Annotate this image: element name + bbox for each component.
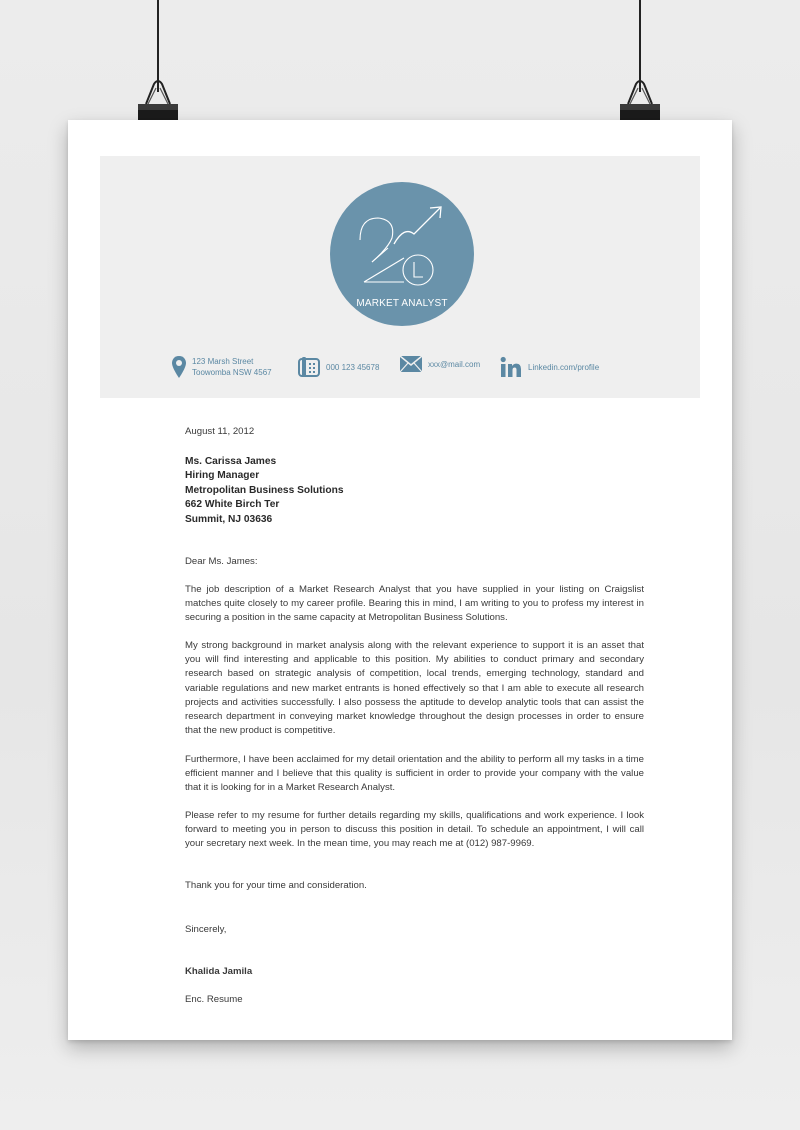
logo-badge (330, 182, 474, 326)
contact-phone (298, 356, 379, 378)
phone-icon (298, 356, 320, 378)
linkedin-icon (500, 356, 522, 378)
contact-email (400, 356, 480, 372)
paragraph-2: My strong background in market analysis along with the relevant experience to support it is an asset that you will find interesting and applicable to this position. My abilities to conduct primary and secondary research based on strategic analysis of competition, local trends, emerging technology, standard and variable regulations and new market entrants is honed effectively so that I am able to execute all research projects and activities successfully. I also possess the aptitude to develop analytic tools that can assist the research department in conveying market knowledge throughout the design processes in order to ensure that the new product is competitive. (185, 640, 644, 737)
contact-address (172, 356, 272, 378)
signature-name: Khalida Jamila (185, 966, 253, 977)
paragraph-1: The job description of a Market Research Analyst that you have supplied in your listing on Craigslist matches quite closely to my career profile. Bearing this in mind, I am writing to you to profess my interest in securing a position in the same capacity at Metropolitan Business Solutions. (185, 584, 644, 624)
salutation: Dear Ms. James: (185, 556, 258, 567)
email-address: xxx@mail.com (428, 359, 481, 369)
thanks-line: Thank you for your time and consideration. (185, 880, 367, 891)
closing: Sincerely, (185, 924, 227, 935)
letter-date: August 11, 2012 (185, 426, 255, 437)
address-line-2: Toowomba NSW 4567 (192, 368, 272, 377)
letterhead (100, 156, 700, 398)
recipient-line: Summit, NJ 03636 (185, 513, 273, 525)
mail-icon (400, 356, 422, 372)
phone-number: 000 123 45678 (326, 362, 380, 372)
paragraph-3: Furthermore, I have been acclaimed for my detail orientation and the ability to perform all my tasks in a time efficient manner and I believe that this quality is sufficient in order to provide your company with the value that it is looking for in a Market Research Analyst. (185, 754, 644, 794)
paragraph-4: Please refer to my resume for further details regarding my skills, qualifications and work experience. I look forward to meeting you in person to discuss this position in detail. To schedule an appointment, I will call your secretary next week. In the mean time, you may reach me at (012) 987-9969. (185, 810, 644, 850)
recipient-line: Hiring Manager (185, 470, 260, 482)
linkedin-url: Linkedin.com/profile (528, 362, 600, 372)
location-pin-icon (172, 356, 186, 378)
recipient-block (185, 455, 343, 527)
letter-page (68, 120, 732, 1040)
recipient-line: Metropolitan Business Solutions (185, 484, 344, 496)
recipient-line: 662 White Birch Ter (185, 499, 280, 511)
recipient-line: Ms. Carissa James (185, 456, 277, 467)
badge-title: MARKET ANALYST (356, 298, 448, 309)
contact-linkedin (500, 356, 599, 378)
address-line-1: 123 Marsh Street (192, 357, 254, 366)
enclosure: Enc. Resume (185, 994, 243, 1005)
